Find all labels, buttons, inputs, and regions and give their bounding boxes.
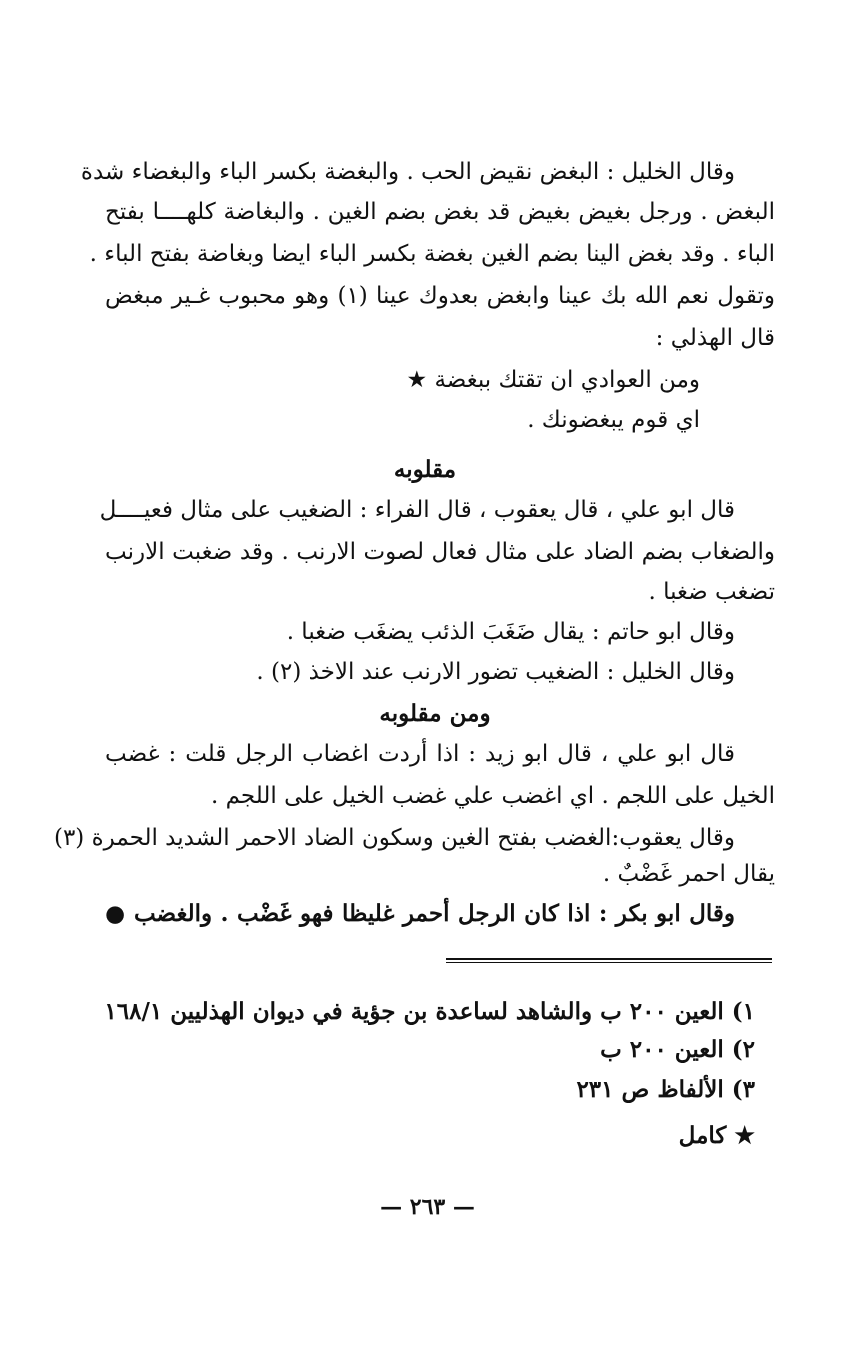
verse-gloss: اي قوم يبغضونك . bbox=[527, 407, 700, 433]
footnote: ١) العين ٢٠٠ ب والشاهد لساعدة بن جؤية في ديوان الهذليين ١٦٨/١ bbox=[104, 998, 755, 1025]
body-line: البغض . ورجل بغيض بغيض قد بغض بضم الغين . والبغاضة كلهــــا بفتح bbox=[105, 199, 775, 225]
footnote: ★ كامل bbox=[678, 1122, 755, 1149]
body-line: الباء . وقد بغض الينا بضم الغين بغضة بكسر الباء ايضا وبغاضة بفتح الباء . bbox=[89, 241, 775, 267]
body-line: وقال ابو بكر : اذا كان الرجل أحمر غليظا فهو غَضْب . والغضب ● bbox=[105, 900, 735, 927]
body-line: قال ابو علي ، قال يعقوب ، قال الفراء : الضغيب على مثال فعيــــل bbox=[99, 497, 735, 523]
footnote: ٣) الألفاظ ص ٢٣١ bbox=[576, 1076, 755, 1103]
footnote: ٢) العين ٢٠٠ ب bbox=[600, 1036, 755, 1063]
body-line: وتقول نعم الله بك عينا وابغض بعدوك عينا (١) وهو محبوب غـير مبغض bbox=[105, 283, 775, 309]
body-line: الخيل على اللجم . اي اغضب علي غضب الخيل على اللجم . bbox=[210, 783, 775, 809]
body-line: وقال يعقوب:الغضب بفتح الغين وسكون الضاد الاحمر الشديد الحمرة (٣) bbox=[53, 825, 735, 851]
body-line: تضغب ضغبا . bbox=[648, 579, 775, 605]
body-line: يقال احمر غَضْبٌ . bbox=[602, 861, 775, 887]
body-line: وقال الخليل : البغض نقيض الحب . والبغضة بكسر الباء والبغضاء شدة bbox=[80, 159, 735, 185]
verse-line: ومن العوادي ان تقتك ببغضة ★ bbox=[406, 367, 700, 393]
body-line: قال ابو علي ، قال ابو زيد : اذا أردت اغضاب الرجل قلت : غضب bbox=[105, 741, 735, 767]
footnote-rule bbox=[446, 958, 772, 963]
section-heading: مقلوبه bbox=[393, 456, 457, 483]
body-line: قال الهذلي : bbox=[655, 325, 775, 351]
page-number: — ٢٦٣ — bbox=[380, 1194, 475, 1220]
body-line: والضغاب بضم الضاد على مثال فعال لصوت الارنب . وقد ضغبت الارنب bbox=[105, 539, 775, 565]
section-heading: ومن مقلوبه bbox=[379, 700, 491, 727]
body-line: وقال ابو حاتم : يقال ضَغَبَ الذئب يضغَب ضغبا . bbox=[286, 619, 735, 645]
body-line: وقال الخليل : الضغيب تضور الارنب عند الاخذ (٢) . bbox=[256, 659, 735, 685]
